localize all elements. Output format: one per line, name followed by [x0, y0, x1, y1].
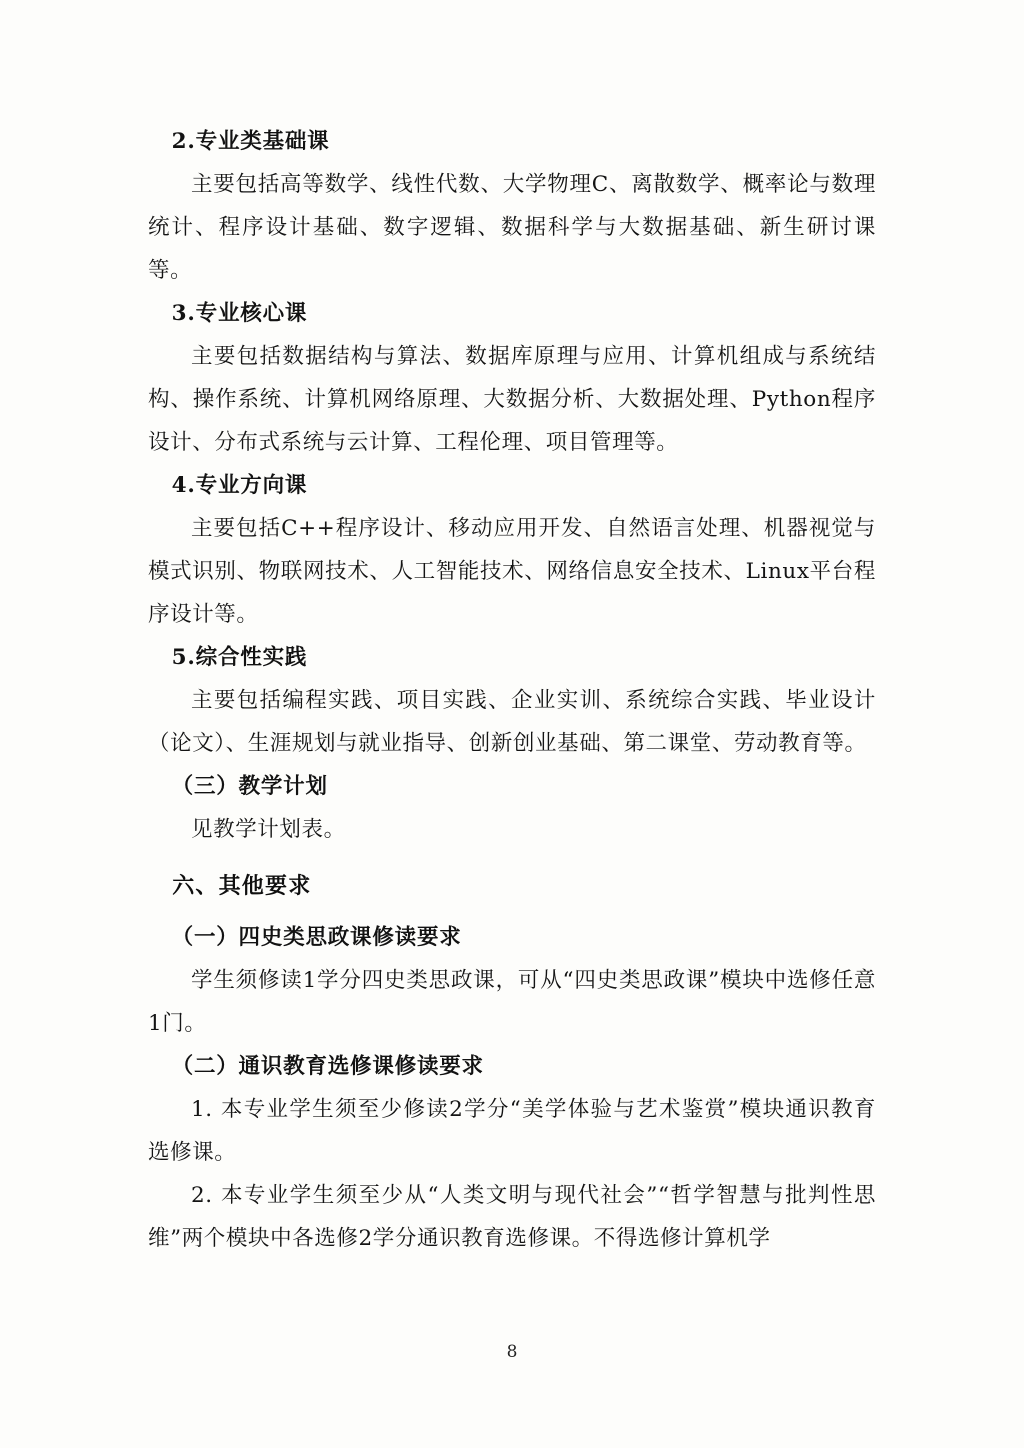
spacer-before-section-six [148, 851, 876, 865]
section-heading-major-core-courses: 3.专业核心课 [171, 301, 308, 326]
paragraph-major-direction-courses: 主要包括C++程序设计、移动应用开发、自然语言处理、机器视觉与模式识别、物联网技术、人工智能技术、网络信息安全技术、Linux平台程序设计等。 [148, 516, 876, 627]
page-number: 8 [506, 1342, 518, 1362]
spacer-after-section-six [148, 908, 876, 916]
paragraph-major-core-courses: 主要包括数据结构与算法、数据库原理与应用、计算机组成与系统结构、操作系统、计算机网络原理、大数据分析、大数据处理、Python程序设计、分布式系统与云计算、工程伦理、项目管理等。 [148, 344, 876, 455]
document-body [148, 120, 876, 1260]
section-heading-other-requirements: 六、其他要求 [172, 873, 312, 899]
paragraph-four-histories-requirement: 学生须修读1学分四史类思政课，可从“四史类思政课”模块中选修任意1门。 [148, 968, 876, 1036]
paragraph-general-education-item-1: 1. 本专业学生须至少修读2学分“美学体验与艺术鉴赏”模块通识教育选修课。 [148, 1097, 876, 1165]
paragraph-general-education-item-2: 2. 本专业学生须至少从“人类文明与现代社会”“哲学智慧与批判性思维”两个模块中各选修2学分通识教育选修课。不得选修计算机学 [148, 1183, 876, 1251]
paragraph-comprehensive-practice: 主要包括编程实践、项目实践、企业实训、系统综合实践、毕业设计（论文）、生涯规划与就业指导、创新创业基础、第二课堂、劳动教育等。 [148, 688, 876, 756]
section-heading-comprehensive-practice: 5.综合性实践 [171, 645, 308, 670]
paragraph-major-basic-courses: 主要包括高等数学、线性代数、大学物理C、离散数学、概率论与数理统计、程序设计基础、数字逻辑、数据科学与大数据基础、新生研讨课等。 [148, 172, 876, 283]
section-heading-general-education-requirement: （二）通识教育选修课修读要求 [171, 1054, 484, 1079]
section-heading-major-basic-courses: 2.专业类基础课 [171, 129, 330, 154]
section-heading-major-direction-courses: 4.专业方向课 [171, 473, 308, 498]
section-heading-teaching-plan: （三）教学计划 [171, 774, 328, 799]
section-heading-four-histories-requirement: （一）四史类思政课修读要求 [171, 925, 462, 950]
paragraph-teaching-plan: 见教学计划表。 [191, 817, 346, 842]
